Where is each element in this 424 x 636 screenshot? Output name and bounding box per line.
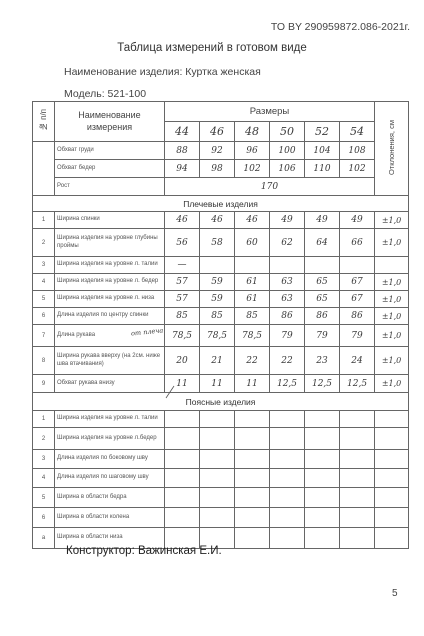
value-cell	[200, 411, 235, 428]
table-row	[33, 508, 409, 528]
value-cell: 12,5	[270, 375, 305, 393]
value-cell: 65	[305, 274, 340, 291]
deviation-cell: ±1,0	[375, 308, 409, 325]
value-cell: 78,5	[165, 325, 200, 347]
value-cell: 22	[235, 347, 270, 375]
value-cell	[165, 469, 200, 488]
row-number: 5	[33, 488, 55, 508]
row-number: 9	[33, 375, 55, 393]
value-cell	[340, 428, 375, 450]
table-row	[33, 325, 409, 347]
document-title: Таблица измерений в готовом виде	[117, 42, 307, 54]
row-number: 5	[33, 291, 55, 308]
value-cell	[305, 508, 340, 528]
section-title-waist: Поясные изделия	[33, 393, 409, 411]
section-row	[33, 393, 409, 411]
value-cell: 102	[235, 160, 270, 178]
size-cell: 44	[165, 122, 200, 142]
header-number: № п/п	[33, 102, 55, 142]
value-cell	[200, 428, 235, 450]
deviation-cell: ±1,0	[375, 347, 409, 375]
value-cell: 60	[235, 229, 270, 257]
value-cell: 79	[305, 325, 340, 347]
value-cell: 11	[235, 375, 270, 393]
value-cell: 23	[305, 347, 340, 375]
deviation-cell	[375, 257, 409, 274]
value-cell	[235, 469, 270, 488]
value-cell: 78,5	[235, 325, 270, 347]
header-measurement-name: Наименование измерения	[55, 102, 165, 142]
size-cell: 52	[305, 122, 340, 142]
value-cell: 61	[235, 291, 270, 308]
value-cell: 57	[165, 291, 200, 308]
handwritten-note: от плеча	[130, 326, 164, 338]
value-cell	[270, 488, 305, 508]
document-reference: ТО BY 290959872.086-2021г.	[270, 21, 410, 33]
value-cell: 63	[270, 291, 305, 308]
value-cell	[200, 508, 235, 528]
deviation-cell	[375, 469, 409, 488]
value-cell: 56	[165, 229, 200, 257]
value-cell	[200, 257, 235, 274]
row-number: 2	[33, 428, 55, 450]
value-cell: 86	[270, 308, 305, 325]
value-cell: 106	[270, 160, 305, 178]
row-number: 7	[33, 325, 55, 347]
row-label-text: Длина изделия по центру спинки	[57, 312, 149, 319]
row-label	[55, 325, 165, 347]
value-cell: 85	[165, 308, 200, 325]
page-number: 5	[392, 588, 398, 599]
value-cell: 108	[340, 142, 375, 160]
row-label: Обхват бедер	[55, 160, 165, 178]
deviation-cell: ±1,0	[375, 229, 409, 257]
value-cell	[165, 450, 200, 469]
value-cell: 11	[165, 375, 200, 393]
value-cell	[305, 257, 340, 274]
table-row	[33, 274, 409, 291]
row-label-text: Ширина изделия на уровне л. талии	[57, 261, 158, 268]
value-cell	[235, 411, 270, 428]
table-row	[33, 469, 409, 488]
row-label-text: Обхват рукава внизу	[57, 379, 115, 386]
value-cell: 49	[340, 212, 375, 229]
row-label-text: Длина изделия по шаговому шву	[57, 474, 149, 481]
value-cell: —	[165, 257, 200, 274]
row-number: 4	[33, 469, 55, 488]
row-label	[55, 450, 165, 469]
value-cell	[340, 528, 375, 549]
value-cell: 59	[200, 291, 235, 308]
value-cell	[270, 469, 305, 488]
deviation-cell: ±1,0	[375, 375, 409, 393]
row-label	[55, 411, 165, 428]
row-label	[55, 469, 165, 488]
value-cell: 85	[235, 308, 270, 325]
row-label	[55, 375, 165, 393]
value-cell	[235, 450, 270, 469]
value-cell	[305, 528, 340, 549]
value-cell	[340, 469, 375, 488]
table-row	[33, 308, 409, 325]
value-cell	[305, 450, 340, 469]
value-cell: 12,5	[340, 375, 375, 393]
value-cell: 86	[305, 308, 340, 325]
size-cell: 50	[270, 122, 305, 142]
value-cell: 24	[340, 347, 375, 375]
value-cell: 61	[235, 274, 270, 291]
value-cell: 59	[200, 274, 235, 291]
value-cell	[305, 488, 340, 508]
value-cell	[340, 508, 375, 528]
value-cell	[340, 411, 375, 428]
row-label-text: Ширина изделия на уровне л. бедер	[57, 278, 159, 285]
deviation-cell	[375, 411, 409, 428]
section-row	[33, 196, 409, 212]
row-label-text: Ширина изделия на уровне л. низа	[57, 295, 155, 302]
value-cell	[270, 508, 305, 528]
value-cell: 104	[305, 142, 340, 160]
value-cell	[165, 411, 200, 428]
table-row	[33, 488, 409, 508]
value-cell	[165, 508, 200, 528]
deviation-cell	[375, 488, 409, 508]
value-cell	[235, 488, 270, 508]
row-label	[55, 428, 165, 450]
size-cell: 46	[200, 122, 235, 142]
constructor-signature-line: Конструктор: Важинская Е.И.	[66, 545, 222, 557]
value-cell	[235, 508, 270, 528]
size-cell: 54	[340, 122, 375, 142]
value-cell: 98	[200, 160, 235, 178]
row-label-text: Ширина изделия на уровне л.бедер	[57, 434, 157, 441]
value-cell	[340, 488, 375, 508]
value-cell	[235, 528, 270, 549]
value-cell	[270, 528, 305, 549]
row-label: Рост	[55, 178, 165, 196]
deviation-cell: ±1,0	[375, 274, 409, 291]
row-label: Обхват груди	[55, 142, 165, 160]
value-cell: 96	[235, 142, 270, 160]
row-label-text: Длина изделия по боковому шву	[57, 455, 148, 462]
deviation-cell: ±1,0	[375, 212, 409, 229]
value-cell: 22	[270, 347, 305, 375]
row-number: 6	[33, 308, 55, 325]
value-cell	[305, 428, 340, 450]
table-row	[33, 347, 409, 375]
value-cell	[270, 257, 305, 274]
value-cell	[235, 257, 270, 274]
section-title-shoulder: Плечевые изделия	[33, 196, 409, 212]
value-cell: 79	[270, 325, 305, 347]
value-cell	[200, 469, 235, 488]
table-row	[33, 291, 409, 308]
table-row	[33, 428, 409, 450]
value-cell	[165, 428, 200, 450]
value-cell: 110	[305, 160, 340, 178]
row-label-text: Ширина изделия на уровне л. талии	[57, 415, 158, 422]
value-cell: 100	[270, 142, 305, 160]
value-cell	[165, 488, 200, 508]
table-row	[33, 212, 409, 229]
row-label	[55, 488, 165, 508]
value-cell: 46	[165, 212, 200, 229]
product-name: Наименование изделия: Куртка женская	[64, 66, 261, 78]
value-cell: 64	[305, 229, 340, 257]
value-cell	[305, 411, 340, 428]
header-deviations: Отклонения, см	[375, 102, 409, 196]
value-cell: 66	[340, 229, 375, 257]
row-label	[55, 347, 165, 375]
header-sizes: Размеры	[165, 102, 375, 122]
row-label	[55, 229, 165, 257]
value-cell	[340, 257, 375, 274]
value-cell: 46	[200, 212, 235, 229]
value-cell: 86	[340, 308, 375, 325]
row-number: 6	[33, 508, 55, 528]
table-row	[33, 450, 409, 469]
value-cell: 67	[340, 291, 375, 308]
row-number: 1	[33, 212, 55, 229]
row-label-text: Ширина в области колена	[57, 513, 130, 520]
value-cell: 88	[165, 142, 200, 160]
table-row	[33, 257, 409, 274]
deviation-cell: ±1,0	[375, 291, 409, 308]
row-label-text: Ширина изделия на уровне глубины проймы	[57, 235, 158, 249]
value-cell	[270, 450, 305, 469]
table-row	[33, 160, 409, 178]
value-cell: 94	[165, 160, 200, 178]
value-cell: 49	[270, 212, 305, 229]
waist-rows	[33, 411, 409, 549]
value-cell: 102	[340, 160, 375, 178]
value-cell	[305, 469, 340, 488]
table-row	[33, 411, 409, 428]
value-cell: 46	[235, 212, 270, 229]
row-number: а	[33, 528, 55, 549]
measurement-table	[32, 101, 409, 549]
row-label-text: Ширина в области бедра	[57, 493, 127, 500]
row-label-text: Ширина рукава вверху (на 2см. ниже шва втачивания)	[57, 353, 161, 367]
row-label-text: Ширина в области низа	[57, 534, 123, 541]
value-cell	[200, 488, 235, 508]
height-value: 170	[165, 178, 375, 196]
value-cell: 85	[200, 308, 235, 325]
value-cell: 67	[340, 274, 375, 291]
row-label	[55, 291, 165, 308]
value-cell	[200, 450, 235, 469]
row-label	[55, 212, 165, 229]
value-cell	[235, 428, 270, 450]
table-row	[33, 178, 409, 196]
value-cell	[270, 411, 305, 428]
shoulder-rows	[33, 212, 409, 393]
model-number: Модель: 521-100	[64, 88, 147, 100]
value-cell: 11	[200, 375, 235, 393]
value-cell	[270, 428, 305, 450]
row-number: 3	[33, 257, 55, 274]
row-label	[55, 308, 165, 325]
row-label	[55, 508, 165, 528]
value-cell: 49	[305, 212, 340, 229]
value-cell: 12,5	[305, 375, 340, 393]
value-cell: 65	[305, 291, 340, 308]
table-row	[33, 229, 409, 257]
deviation-cell	[375, 428, 409, 450]
value-cell: 78,5	[200, 325, 235, 347]
value-cell: 21	[200, 347, 235, 375]
value-cell: 57	[165, 274, 200, 291]
table-row	[33, 142, 409, 160]
value-cell: 79	[340, 325, 375, 347]
value-cell: 58	[200, 229, 235, 257]
row-number: 1	[33, 411, 55, 428]
deviation-cell	[375, 450, 409, 469]
row-number: 3	[33, 450, 55, 469]
row-number: 8	[33, 347, 55, 375]
row-label	[55, 257, 165, 274]
value-cell: 63	[270, 274, 305, 291]
size-cell: 48	[235, 122, 270, 142]
row-label-text: Ширина спинки	[57, 216, 100, 223]
table-row	[33, 375, 409, 393]
deviation-cell: ±1,0	[375, 325, 409, 347]
row-label-text: Длина рукава	[57, 331, 96, 338]
row-label	[55, 274, 165, 291]
value-cell: 62	[270, 229, 305, 257]
deviation-cell	[375, 508, 409, 528]
row-number: 4	[33, 274, 55, 291]
value-cell: 92	[200, 142, 235, 160]
row-number: 2	[33, 229, 55, 257]
deviation-cell	[375, 528, 409, 549]
value-cell: 20	[165, 347, 200, 375]
value-cell	[340, 450, 375, 469]
